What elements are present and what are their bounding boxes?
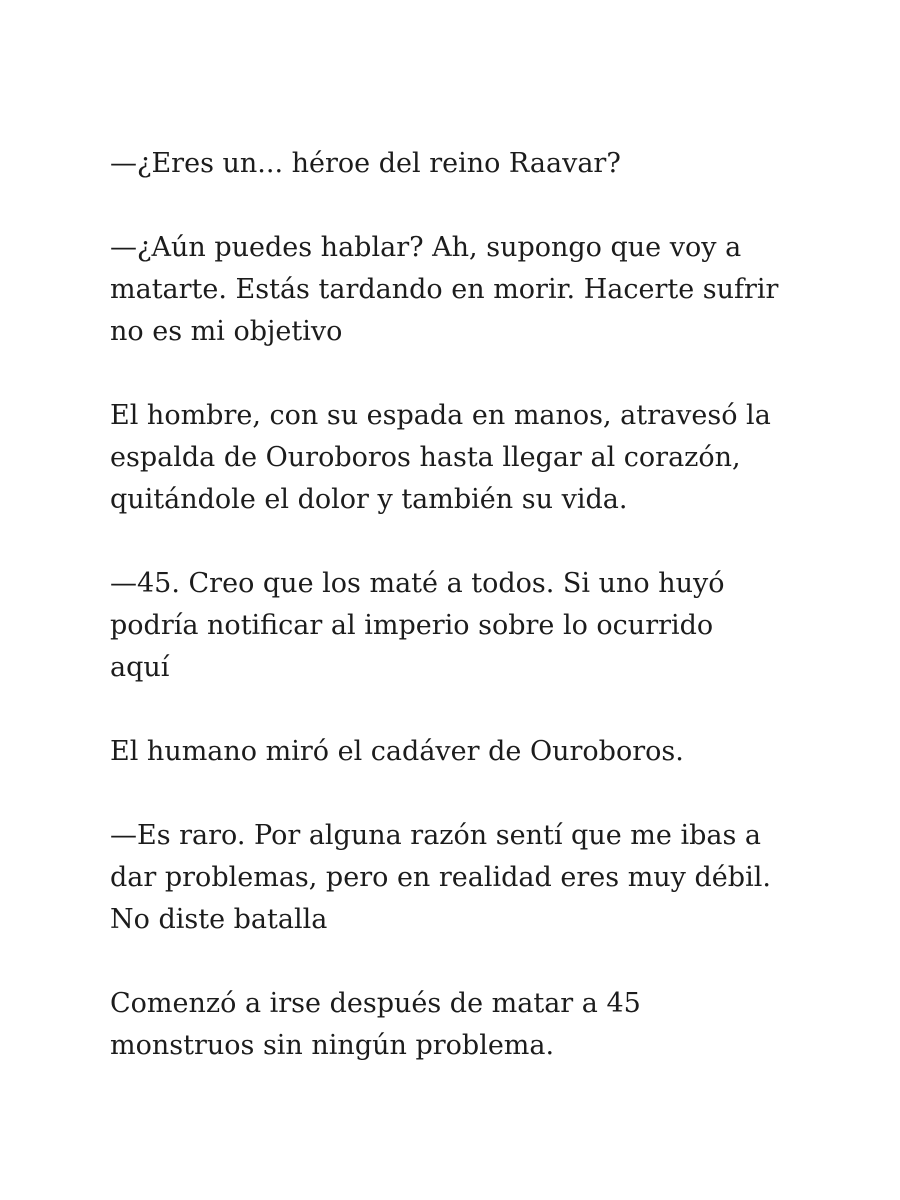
paragraph-6 bbox=[110, 815, 840, 941]
text-line: espalda de Ouroboros hasta llegar al corazón, bbox=[110, 442, 741, 473]
text-line: matarte. Estás tardando en morir. Hacerte sufrir bbox=[110, 274, 779, 305]
text-line: —¿Eres un... héroe del reino Raavar? bbox=[110, 148, 621, 179]
paragraph-7 bbox=[110, 983, 840, 1067]
paragraph-2 bbox=[110, 227, 840, 353]
text-line: no es mi objetivo bbox=[110, 316, 343, 347]
text-line: Comenzó a irse después de matar a 45 bbox=[110, 988, 641, 1019]
text-line: El humano miró el cadáver de Ouroboros. bbox=[110, 736, 684, 767]
text-line: aquí bbox=[110, 652, 170, 683]
text-line: —Es raro. Por alguna razón sentí que me ibas a bbox=[110, 820, 761, 851]
text-line: dar problemas, pero en realidad eres muy débil. bbox=[110, 862, 771, 893]
paragraph-4 bbox=[110, 563, 840, 689]
text-line: quitándole el dolor y también su vida. bbox=[110, 484, 628, 515]
paragraph-3 bbox=[110, 395, 840, 521]
text-line: —¿Aún puedes hablar? Ah, supongo que voy a bbox=[110, 232, 742, 263]
text-line: monstruos sin ningún problema. bbox=[110, 1030, 555, 1061]
paragraph-5 bbox=[110, 731, 840, 773]
text-line: No diste batalla bbox=[110, 904, 328, 935]
text-line: podría notificar al imperio sobre lo ocurrido bbox=[110, 610, 714, 641]
paragraph-1 bbox=[110, 143, 840, 185]
text-line: El hombre, con su espada en manos, atravesó la bbox=[110, 400, 771, 431]
text-line: —45. Creo que los maté a todos. Si uno huyó bbox=[110, 568, 725, 599]
